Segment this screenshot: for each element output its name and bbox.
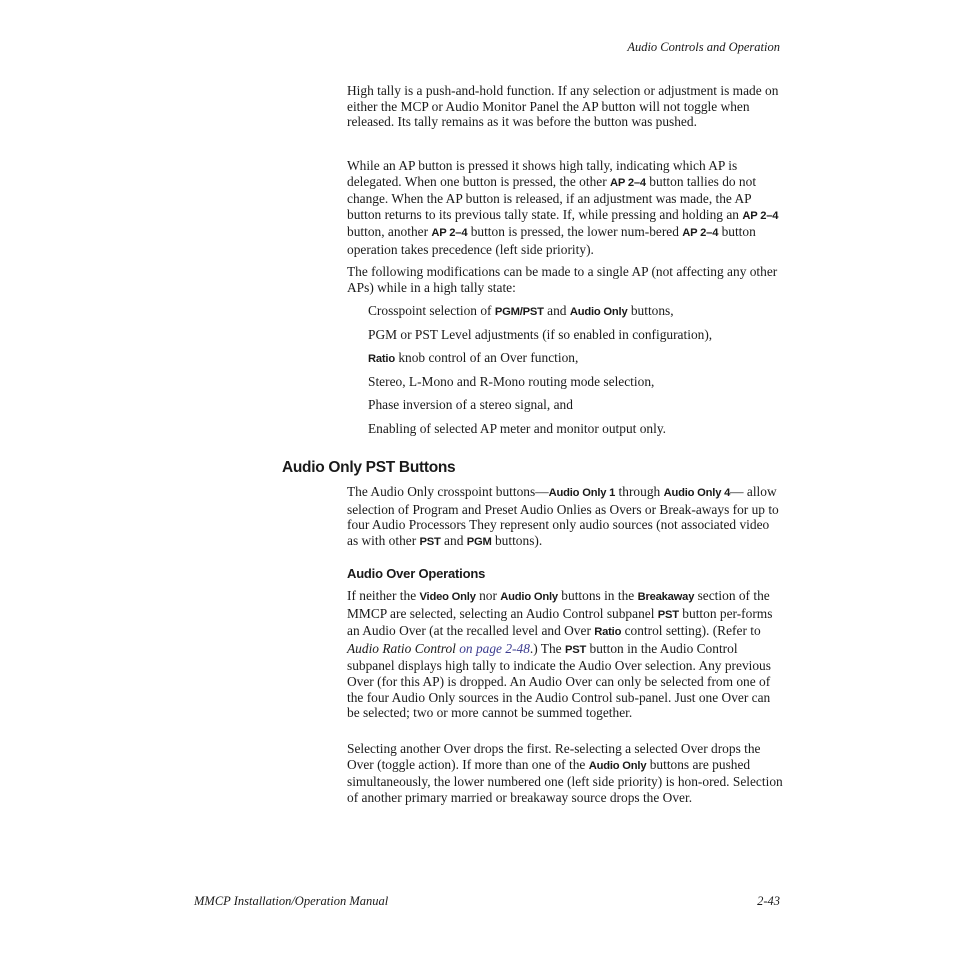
list-item: Stereo, L-Mono and R-Mono routing mode selection, xyxy=(368,373,655,389)
button-name: AP 2–4 xyxy=(682,227,719,240)
running-header: Audio Controls and Operation xyxy=(627,40,780,54)
list-item: Phase inversion of a stereo signal, and xyxy=(368,397,573,412)
paragraph-text: The following modifications can be made to a single AP (not affecting any other APs) while in a high tally state: xyxy=(347,264,778,295)
paragraph-high-tally xyxy=(347,83,783,130)
list-item: Enabling of selected AP meter and monitor output only. xyxy=(368,420,667,436)
button-name: AP 2–4 xyxy=(742,209,779,222)
button-name: AP 2–4 xyxy=(431,227,468,240)
cross-reference-link[interactable]: Audio Ratio Control on page 2-48 xyxy=(347,640,530,656)
footer-page-number: 2-43 xyxy=(757,894,780,908)
button-name: AP 2–4 xyxy=(610,176,646,189)
list-item: Crosspoint selection of PGM/PST and Audio Only buttons, xyxy=(368,303,674,318)
paragraph-text: High tally is a push-and-hold function. If any selection or adjustment is made on either the MCP or Audio Monitor Panel the AP button will not toggle when released. Its tally remains as it was before the button was pushed. xyxy=(347,83,779,130)
list-item: PGM or PST Level adjustments (if so enabled in configuration), xyxy=(368,326,713,342)
section-heading: Audio Only PST Buttons xyxy=(282,459,456,476)
paragraph-selecting-over: Selecting another Over drops the first. Re-selecting a selected Over drops the Over (toggle action). If more than one of the Audio Only buttons are pushed simultaneously, the lower numbered one (left side priority) is hon-ored. Selection of another primary married or breakaway source drops the Over. xyxy=(347,741,783,805)
paragraph-audio-over: If neither the Video Only nor Audio Only buttons in the Breakaway section of the MMCP are selected, selecting an Audio Control subpanel PST button per-forms an Audio Over (at the recalled level and Over Ratio control setting). (Refer to Audio Ratio Control on page 2-48.) The PST button in the Audio Control subpanel displays high tally to indicate the Audio Over selection. Any previous Over (for this AP) is dropped. An Audio Over can only be selected from one of the four Audio Only sources in the Audio Control sub-panel. Just one Over can be selected; two or more cannot be summed together. xyxy=(347,588,773,721)
paragraph-ap-button: While an AP button is pressed it shows high tally, indicating which AP is delegated. When one button is pressed, the other AP 2–4 button tallies do not change. When the AP button is released, if an adjustment was made, the AP button returns to its previous tally state. If, while pressing and holding an AP 2–4 button, another AP 2–4 button is pressed, the lower num-bered AP 2–4 button operation takes precedence (left side priority). xyxy=(347,158,779,257)
subsection-heading: Audio Over Operations xyxy=(347,566,486,581)
list-item: Ratio knob control of an Over function, xyxy=(368,350,579,365)
paragraph-modifications xyxy=(347,264,783,295)
paragraph-audio-only-buttons: The Audio Only crosspoint buttons—Audio Only 1 through Audio Only 4— allow selection of Program and Preset Audio Onlies as Overs or Break-aways for up to four Audio Processors They represent only audio sources (not associated video as with other PST and PGM buttons). xyxy=(347,484,779,548)
footer-manual-title: MMCP Installation/Operation Manual xyxy=(194,894,389,908)
